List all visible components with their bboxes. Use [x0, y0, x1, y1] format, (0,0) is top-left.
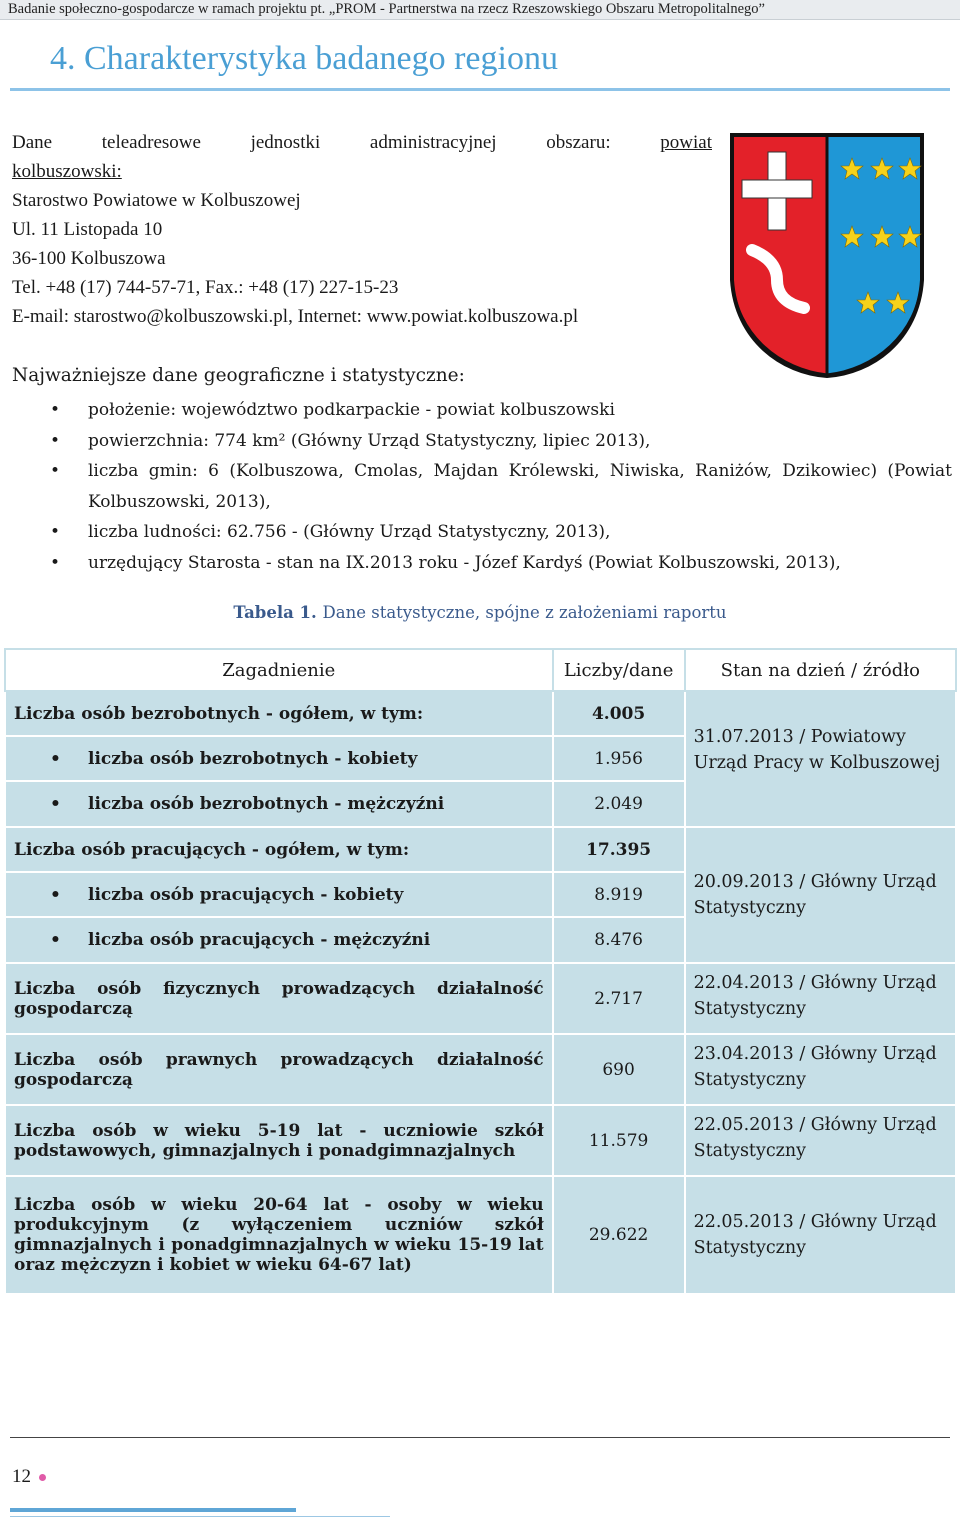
row-label: • liczba osób pracujących - mężczyźni: [14, 930, 544, 950]
row-label: • liczba osób bezrobotnych - kobiety: [14, 749, 544, 769]
table-row: [5, 1034, 956, 1105]
table-header-row: [5, 649, 956, 691]
row-source: 22.04.2013 / Główny Urząd Statystyczny: [685, 963, 956, 1034]
footer-bar: [10, 1508, 296, 1512]
footer-bar-thin: [10, 1516, 390, 1517]
table-row: [5, 963, 956, 1034]
row-value: 8.919: [553, 872, 685, 917]
geo-item-area: • powierzchnia: 774 km² (Główny Urząd Statystyczny, lipiec 2013),: [12, 426, 952, 457]
row-label: Liczba osób w wieku 20-64 lat - osoby w wieku produkcyjnym (z wyłączeniem uczniów szkół gimnazjalnych i ponadgimnazjalnych w wieku 15-19 lat oraz mężczyzn i kobiet w wieku 64-67 lat): [5, 1176, 553, 1294]
row-label: Liczba osób bezrobotnych - ogółem, w tym:: [5, 691, 553, 736]
geo-heading: Najważniejsze dane geograficzne i statystyczne:: [12, 365, 465, 386]
table-row: [5, 1176, 956, 1294]
running-header: [0, 0, 960, 20]
row-label: Liczba osób fizycznych prowadzących działalność gospodarczą: [5, 963, 553, 1034]
contact-office: Starostwo Powiatowe w Kolbuszowej: [12, 190, 301, 211]
row-label: Liczba osób pracujących - ogółem, w tym:: [5, 827, 553, 872]
geo-item-location: • położenie: województwo podkarpackie - powiat kolbuszowski: [12, 395, 952, 426]
title-underline: [10, 88, 950, 91]
row-label: • liczba osób bezrobotnych - mężczyźni: [14, 794, 544, 814]
footer-rule: [10, 1437, 950, 1438]
geo-item-communes: • liczba gmin: 6 (Kolbuszowa, Cmolas, Majdan Królewski, Niwiska, Raniżów, Dzikowiec) (Powiat Kolbuszowski, 2013),: [12, 456, 952, 517]
row-value: 2.717: [553, 963, 685, 1034]
geo-item-starosta: • urzędujący Starosta - stan na IX.2013 roku - Józef Kardyś (Powiat Kolbuszowski, 2013),: [12, 548, 952, 579]
row-source: 23.04.2013 / Główny Urząd Statystyczny: [685, 1034, 956, 1105]
row-value: 29.622: [553, 1176, 685, 1294]
row-value: 1.956: [553, 736, 685, 781]
statistics-table: [4, 648, 957, 1295]
contact-colon: :: [116, 161, 122, 182]
table-caption-label: Tabela 1.: [233, 603, 317, 622]
contact-intro: Dane teleadresowe jednostki administracyjnej obszaru:: [12, 132, 611, 153]
table-row: [5, 827, 956, 872]
page-dot-icon: [39, 1474, 46, 1481]
row-label: • liczba osób pracujących - kobiety: [14, 885, 544, 905]
row-value: 2.049: [553, 781, 685, 827]
source-employed: 20.09.2013 / Główny Urząd Statystyczny: [685, 827, 956, 963]
row-label: Liczba osób prawnych prowadzących działalność gospodarczą: [5, 1034, 553, 1105]
row-label: Liczba osób w wieku 5-19 lat - uczniowie szkół podstawowych, gimnazjalnych i ponadgimnazjalnych: [5, 1105, 553, 1176]
row-source: 22.05.2013 / Główny Urząd Statystyczny: [685, 1105, 956, 1176]
row-value: 17.395: [553, 827, 685, 872]
contact-intro-line: [12, 128, 712, 157]
table-row: [5, 691, 956, 736]
contact-city: 36-100 Kolbuszowa: [12, 248, 166, 269]
table-caption-text: Dane statystyczne, spójne z założeniami raportu: [322, 603, 727, 622]
header-source: Stan na dzień / źródło: [685, 649, 956, 691]
source-unemployed: 31.07.2013 / Powiatowy Urząd Pracy w Kolbuszowej: [685, 691, 956, 827]
row-value: 690: [553, 1034, 685, 1105]
row-value: 8.476: [553, 917, 685, 963]
contact-email: E-mail: starostwo@kolbuszowski.pl, Internet: www.powiat.kolbuszowa.pl: [12, 306, 579, 327]
section-title: 4. Charakterystyka badanego regionu: [50, 40, 558, 77]
header-topic: Zagadnienie: [5, 649, 553, 691]
table-row: [5, 1105, 956, 1176]
geo-item-population: • liczba ludności: 62.756 - (Główny Urząd Statystyczny, 2013),: [12, 517, 952, 548]
geo-list: [12, 395, 952, 578]
page-number: 12: [12, 1466, 31, 1487]
coat-of-arms-icon: [722, 130, 932, 380]
row-value: 11.579: [553, 1105, 685, 1176]
row-value: 4.005: [553, 691, 685, 736]
contact-street: Ul. 11 Listopada 10: [12, 219, 163, 240]
contact-unit-line: [12, 157, 712, 186]
contact-unit-first: powiat: [660, 132, 712, 153]
header-value: Liczby/dane: [553, 649, 685, 691]
running-header-text: Badanie społeczno-gospodarcze w ramach projektu pt. „PROM - Partnerstwa na rzecz Rzeszowskiego Obszaru Metropolitalnego”: [8, 1, 765, 17]
contact-phone: Tel. +48 (17) 744-57-71, Fax.: +48 (17) 227-15-23: [12, 277, 399, 298]
row-source: 22.05.2013 / Główny Urząd Statystyczny: [685, 1176, 956, 1294]
table-caption: [0, 603, 960, 622]
contact-unit-second: kolbuszowski: [12, 161, 117, 182]
